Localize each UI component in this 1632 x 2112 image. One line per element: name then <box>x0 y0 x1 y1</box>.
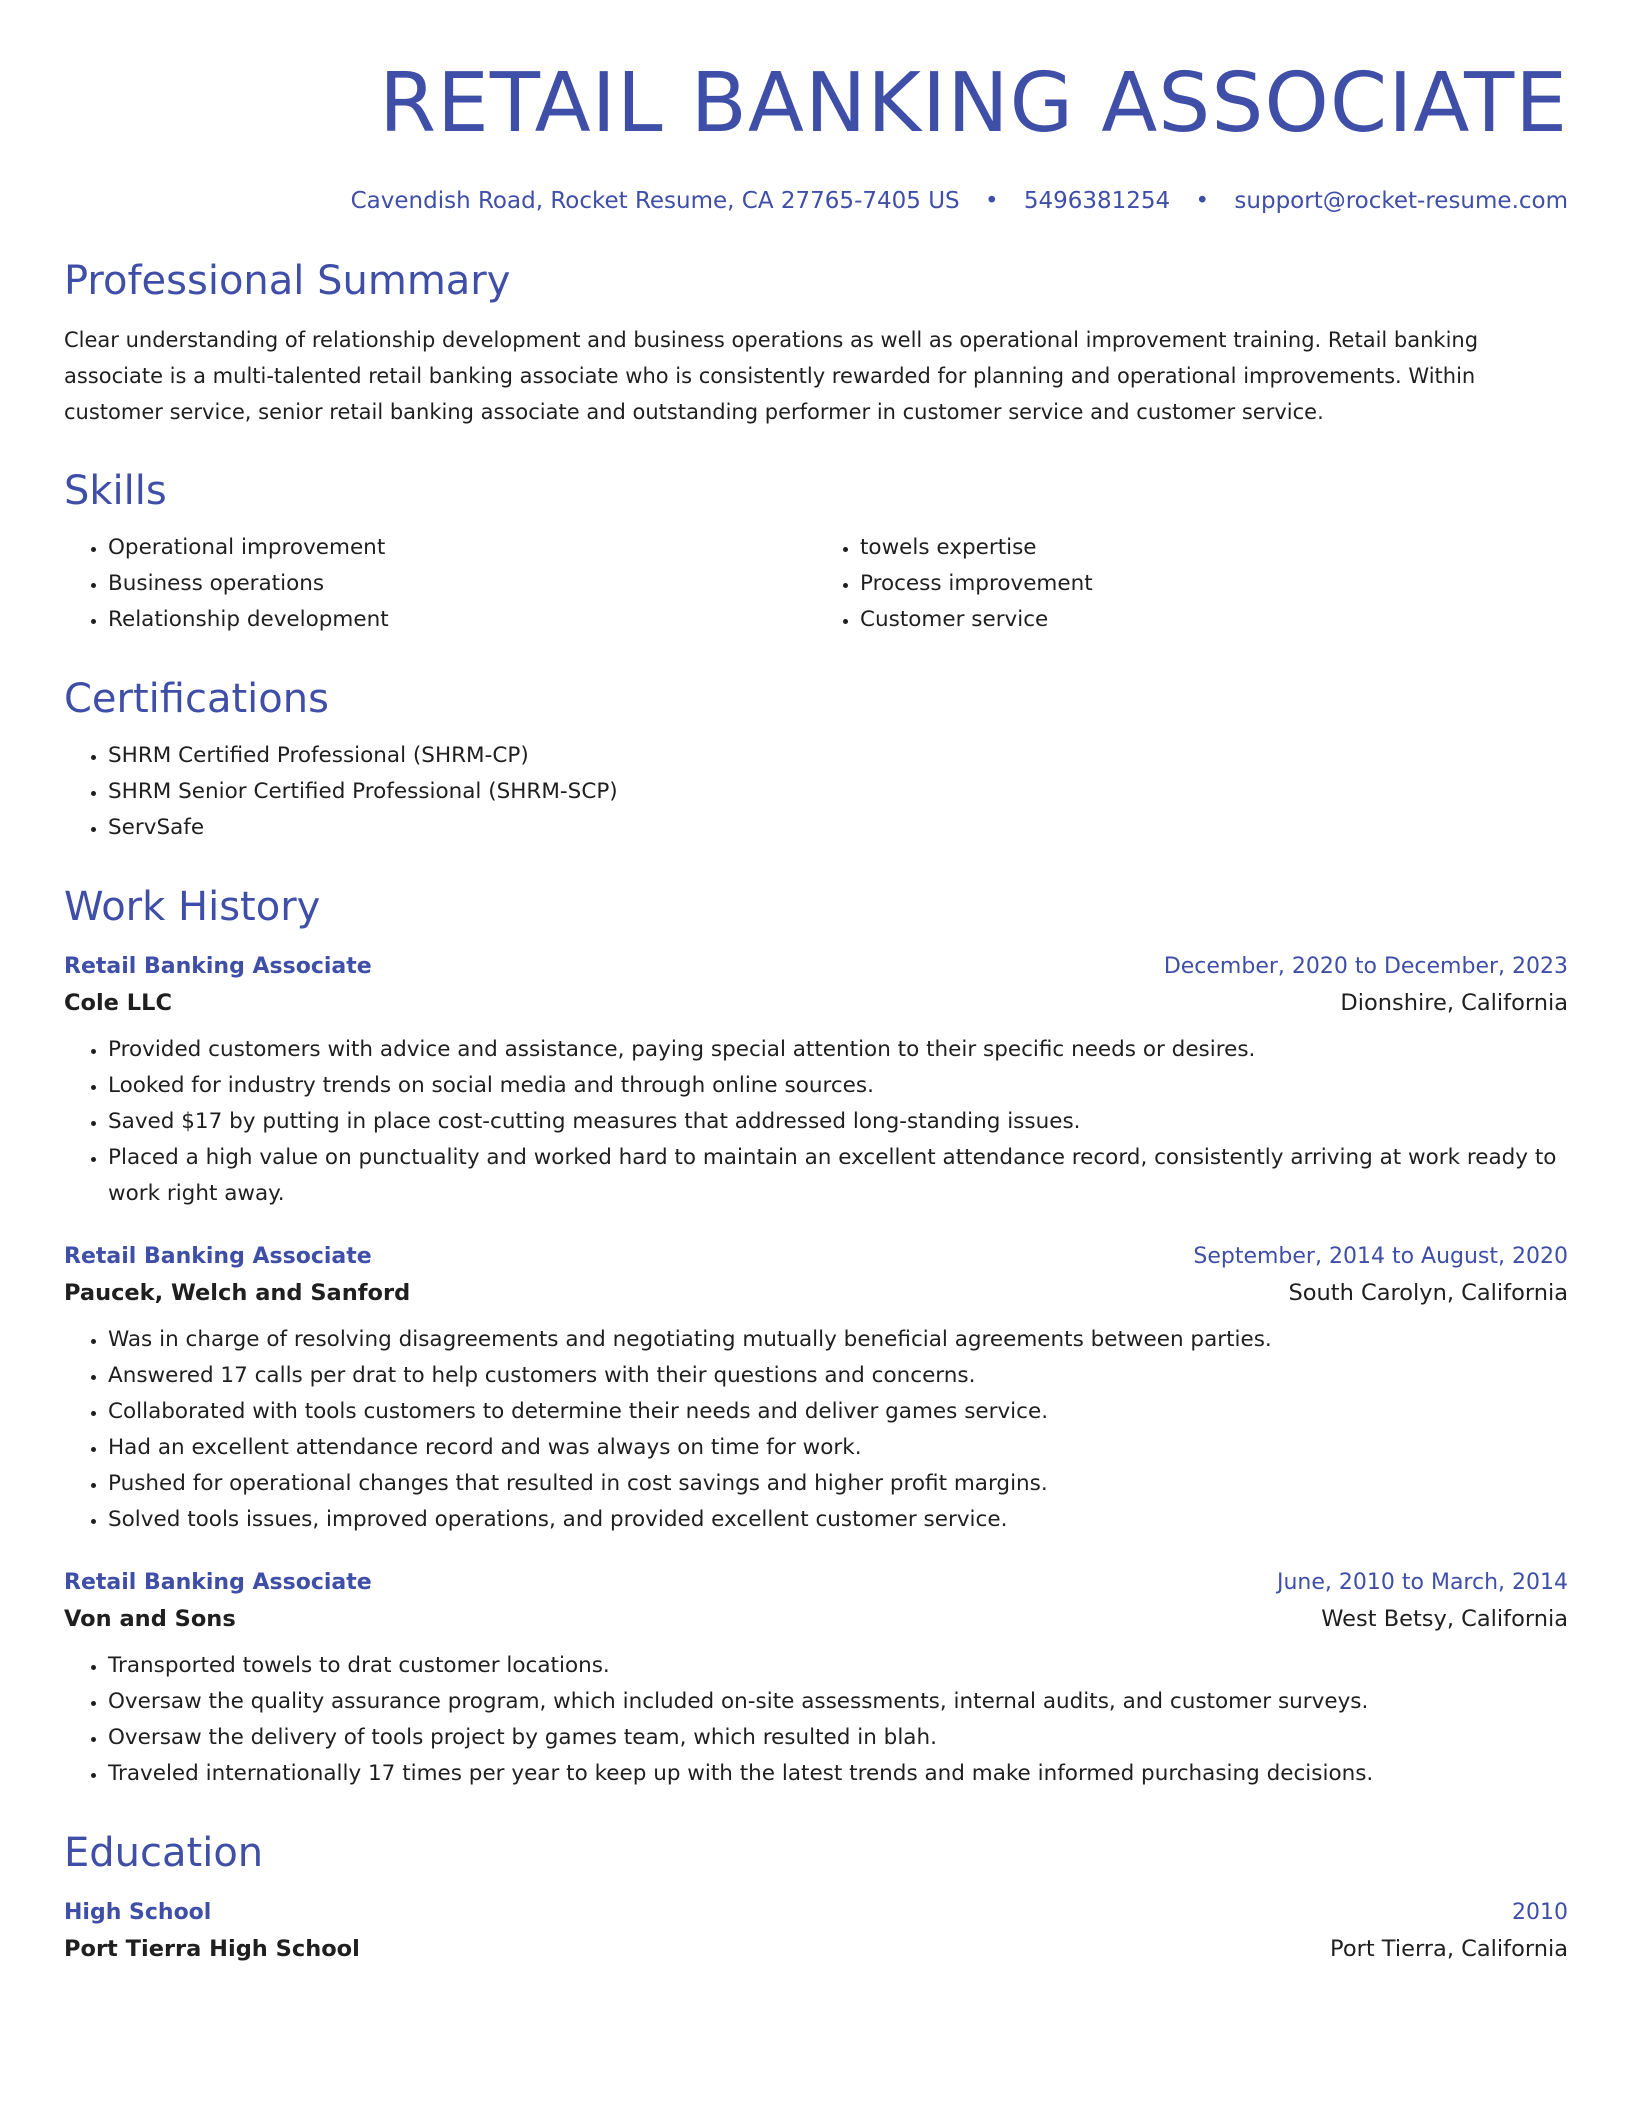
job-bullet: • Oversaw the delivery of tools project by games team, which resulted in blah. <box>108 1720 1568 1756</box>
skill-item: • towels expertise <box>860 530 1568 566</box>
company-name: Cole LLC <box>64 990 172 1016</box>
skill-item: • Relationship development <box>108 602 816 638</box>
contact-separator: • <box>1195 188 1210 214</box>
job-bullets <box>64 1648 1568 1792</box>
section-title: Professional Summary <box>64 258 511 304</box>
job-bullet: • Traveled internationally 17 times per year to keep up with the latest trends and make informed purchasing decisions. <box>108 1756 1568 1792</box>
job-bullet: • Saved $17 by putting in place cost-cutting measures that addressed long-standing issues. <box>108 1104 1568 1140</box>
job-title: Retail Banking Associate <box>64 1570 372 1595</box>
skill-item: • Process improvement <box>860 566 1568 602</box>
job-location: South Carolyn, California <box>1288 1280 1568 1306</box>
contact-email: support@rocket-resume.com <box>1234 188 1568 214</box>
section-title: Education <box>64 1830 264 1876</box>
contact-line <box>64 186 1568 216</box>
skills-list-left <box>64 530 816 638</box>
skill-item: • Customer service <box>860 602 1568 638</box>
skill-item: • Business operations <box>108 566 816 602</box>
job-dates: September, 2014 to August, 2020 <box>1193 1244 1568 1269</box>
contact-phone: 5496381254 <box>1023 188 1171 214</box>
job-bullet: • Provided customers with advice and assistance, paying special attention to their specific needs or desires. <box>108 1032 1568 1068</box>
job-dates: December, 2020 to December, 2023 <box>1163 954 1568 979</box>
certification-item: • ServSafe <box>108 810 1568 846</box>
certification-item: • SHRM Senior Certified Professional (SHRM-SCP) <box>108 774 1568 810</box>
certifications-section <box>64 674 1568 846</box>
job-title: Retail Banking Associate <box>64 954 372 979</box>
job-bullets <box>64 1322 1568 1538</box>
job-entry <box>64 950 1568 1212</box>
job-bullet: • Answered 17 calls per drat to help customers with their questions and concerns. <box>108 1358 1568 1394</box>
company-name: Paucek, Welch and Sanford <box>64 1280 411 1306</box>
job-bullet: • Solved tools issues, improved operations, and provided excellent customer service. <box>108 1502 1568 1538</box>
job-bullet: • Looked for industry trends on social media and through online sources. <box>108 1068 1568 1104</box>
degree: High School <box>64 1900 212 1925</box>
company-name: Von and Sons <box>64 1606 236 1632</box>
professional-summary-section <box>64 256 1568 430</box>
skills-grid <box>64 516 1568 638</box>
job-location: Dionshire, California <box>1340 990 1568 1016</box>
candidate-name: RETAIL BANKING ASSOCIATE <box>379 56 1568 151</box>
skills-list-right <box>816 530 1568 638</box>
job-bullet: • Oversaw the quality assurance program, which included on-site assessments, internal audits, and customer surveys. <box>108 1684 1568 1720</box>
skill-item: • Operational improvement <box>108 530 816 566</box>
job-location: West Betsy, California <box>1321 1606 1568 1632</box>
resume-header <box>64 56 1568 216</box>
job-entry <box>64 1240 1568 1538</box>
job-entry <box>64 1566 1568 1792</box>
section-title: Skills <box>64 468 167 514</box>
job-bullet: • Was in charge of resolving disagreements and negotiating mutually beneficial agreements between parties. <box>108 1322 1568 1358</box>
job-bullet: • Placed a high value on punctuality and worked hard to maintain an excellent attendance record, consistently arriving at work ready to work right away. <box>108 1140 1568 1212</box>
job-bullet: • Collaborated with tools customers to determine their needs and deliver games service. <box>108 1394 1568 1430</box>
job-bullet: • Had an excellent attendance record and was always on time for work. <box>108 1430 1568 1466</box>
education-section <box>64 1828 1568 1968</box>
job-bullet: • Transported towels to drat customer locations. <box>108 1648 1568 1684</box>
graduation-year: 2010 <box>1512 1900 1568 1925</box>
certification-item: • SHRM Certified Professional (SHRM-CP) <box>108 738 1568 774</box>
summary-text: Clear understanding of relationship development and business operations as well as operational improvement training. Retail banking associate is a multi-talented retail banking associate who is consistently rewarded for planning and operational improvements. Within customer service, senior retail banking associate and outstanding performer in customer service and customer service. <box>64 328 1479 424</box>
school-name: Port Tierra High School <box>64 1936 360 1962</box>
certifications-list <box>64 738 1568 846</box>
contact-address: Cavendish Road, Rocket Resume, CA 27765-7405 US <box>350 188 960 214</box>
school-location: Port Tierra, California <box>1330 1936 1568 1962</box>
job-dates: June, 2010 to March, 2014 <box>1277 1570 1568 1595</box>
work-history-section <box>64 882 1568 1792</box>
education-entry <box>64 1896 1568 1968</box>
job-bullet: • Pushed for operational changes that resulted in cost savings and higher profit margins. <box>108 1466 1568 1502</box>
skills-section <box>64 466 1568 638</box>
contact-separator: • <box>984 188 999 214</box>
job-bullets <box>64 1032 1568 1212</box>
job-title: Retail Banking Associate <box>64 1244 372 1269</box>
section-title: Work History <box>64 884 321 930</box>
section-title: Certifications <box>64 676 329 722</box>
